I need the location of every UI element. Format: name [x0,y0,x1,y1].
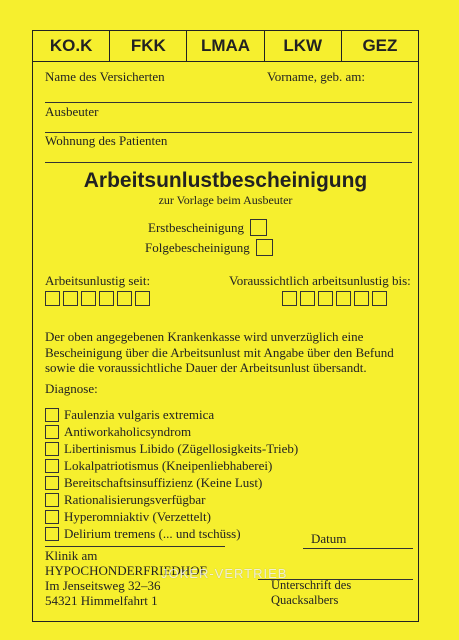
date-box[interactable] [117,291,132,306]
date-box[interactable] [354,291,369,306]
wohnung-label: Wohnung des Patienten [45,133,168,148]
date-box[interactable] [135,291,150,306]
diagnose-label: Diagnose: [45,381,98,396]
diagnose-item[interactable] [45,407,214,423]
diagnose-item-label: Antiworkaholicsyndrom [64,424,192,439]
since-date-boxes[interactable] [45,291,153,311]
clinic-line: Klinik am [45,548,98,563]
document-title: Arbeitsunlustbescheinigung [83,169,368,192]
insurance-cell[interactable]: GEZ [362,36,398,55]
name-label: Name des Versicherten [45,69,165,84]
wohnung-line[interactable] [45,162,412,163]
date-box[interactable] [63,291,78,306]
signature-label: Unterschrift des Quacksalbers [271,578,352,607]
diagnose-item[interactable] [45,526,241,542]
datum-line[interactable] [303,548,413,549]
date-box[interactable] [318,291,333,306]
diagnose-item[interactable] [45,475,262,491]
insurance-cell[interactable]: FKK [110,31,187,61]
clinic-line: HYPOCHONDERFRIEDHOF [45,563,207,578]
insurance-cell[interactable]: LMAA [187,31,264,61]
diagnose-item[interactable] [45,441,298,457]
insurance-header-row [33,31,418,62]
date-box[interactable] [300,291,315,306]
diagnose-item-label: Bereitschaftsinsuffizienz (Keine Lust) [64,475,263,490]
date-box[interactable] [99,291,114,306]
clinic-separator [45,546,225,547]
diagnose-item[interactable] [45,424,191,440]
folge-label: Folgebescheinigung [145,239,250,255]
erst-checkbox[interactable] [250,219,267,236]
insurance-cell[interactable]: KO.K [33,31,110,61]
diagnose-checkbox[interactable] [45,425,59,439]
insurance-cell[interactable]: LKW [265,31,342,61]
diagnose-item-label: Lokalpatriotismus (Kneipenliebhaberei) [64,458,273,473]
since-label: Arbeitsunlustig seit: [45,273,151,288]
form-card [32,30,419,622]
date-box[interactable] [336,291,351,306]
date-box[interactable] [81,291,96,306]
diagnose-item-label: Delirium tremens (... und tschüss) [64,526,241,541]
diagnose-item-label: Rationalisierungsverfügbar [64,492,206,507]
diagnose-item[interactable] [45,458,272,474]
watermark: JOKER-VERTRIEB [161,566,288,581]
diagnose-checkbox[interactable] [45,442,59,456]
datum-label: Datum [311,531,347,546]
diagnose-checkbox[interactable] [45,510,59,524]
erst-label: Erstbescheinigung [148,219,245,235]
diagnose-checkbox[interactable] [45,493,59,507]
until-date-boxes[interactable] [282,291,390,311]
diagnose-checkbox[interactable] [45,408,59,422]
name-line[interactable] [45,102,412,103]
diagnose-checkbox[interactable] [45,476,59,490]
diagnose-checkbox[interactable] [45,459,59,473]
diagnose-checkbox[interactable] [45,527,59,541]
until-label: Voraussichtlich arbeitsunlustig bis: [229,273,411,288]
ausbeuter-label: Ausbeuter [45,104,99,119]
date-box[interactable] [372,291,387,306]
diagnose-item[interactable] [45,492,206,508]
folge-row [145,239,273,256]
folge-checkbox[interactable] [256,239,273,256]
document-subtitle: zur Vorlage beim Ausbeuter [158,193,293,207]
date-box[interactable] [282,291,297,306]
clinic-line: Im Jenseitsweg 32–36 [45,578,161,593]
diagnose-item-label: Libertinismus Libido (Zügellosigkeits-Trieb) [64,441,299,456]
notice-paragraph: Der oben angegebenen Krankenkasse wird unverzüglich eine Bescheinigung über die Arbeitsunlust mit Angabe über den Befund sowie die voraussichtliche Dauer der Arbeitsunlust übersandt. [45,329,394,375]
vorname-label: Vorname, geb. am: [267,69,365,84]
erst-row [148,219,267,236]
diagnose-item-label: Faulenzia vulgaris extremica [64,407,215,422]
diagnose-item-label: Hyperomniaktiv (Verzettelt) [64,509,211,524]
diagnose-item[interactable] [45,509,211,525]
date-box[interactable] [45,291,60,306]
clinic-line: 54321 Himmelfahrt 1 [45,593,158,608]
